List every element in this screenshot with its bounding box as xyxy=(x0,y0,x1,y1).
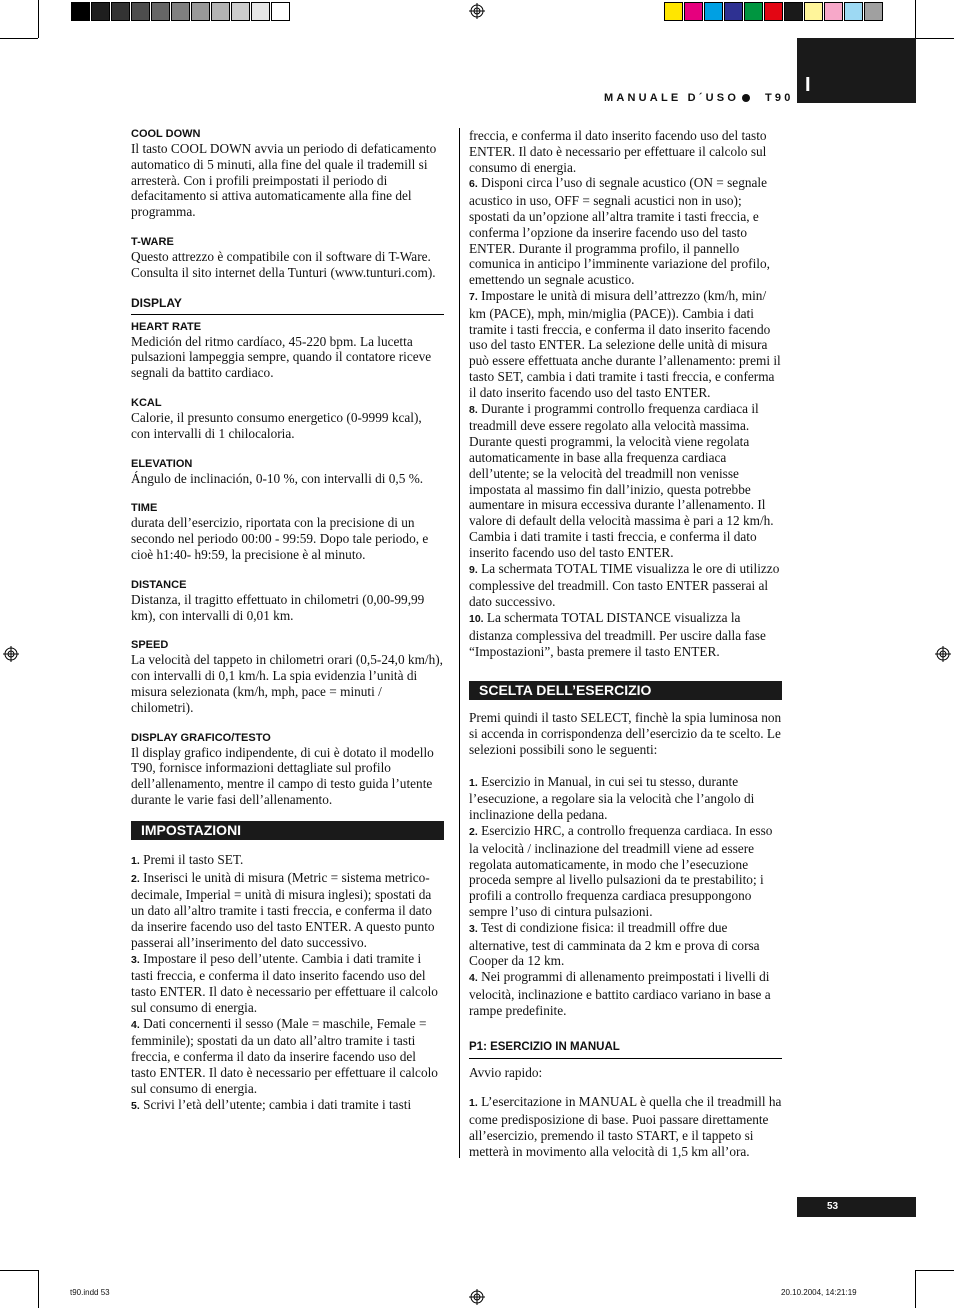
paragraph: Premi quindi il tasto SELECT, finchè la spia luminosa non si accenda in corrispondenza dell’esercizio da te scelto. Le selezioni possibili sono le seguenti: xyxy=(469,710,782,757)
paragraph: Il display grafico indipendente, di cui è dotato il modello T90, fornisce informazioni dettagliate sul profilo dell’allenamento, mentre il campo di testo guida l’utente durante le varie fasi dell’allenamento. xyxy=(131,744,434,807)
section-heading: T-WARE xyxy=(131,235,174,248)
item-text: Dati concernenti il sesso (Male = maschile, Female = femminile); spostati da un dato all’altro tramite i tasti freccia, e conferma il dato da inserire facendo uso del tasto ENTER. Il dato è necessario per effettuare il calcolo sul consumo di energia. xyxy=(131,1015,438,1096)
item-number: 8. xyxy=(469,403,478,416)
item-text: Inserisci le unità di misura (Metric = sistema metrico-decimale, Imperial = unità di misura inglesi); spostati da un dato all’altro tramite i tasti freccia, e conferma il dato da inserire facendo uso del tasto ENTER. A questo punto passerai all’inserimento del dato successivo. xyxy=(131,869,435,950)
page-number-box xyxy=(797,1197,916,1217)
color-swatch xyxy=(664,2,683,21)
section-bar-impostazioni: IMPOSTAZIONI xyxy=(131,821,444,840)
paragraph: Distanza, il tragitto effettuato in chilometri (0,00-99,99 km), con intervalli di 0,01 km. xyxy=(131,591,425,623)
chapter-letter: I xyxy=(805,74,811,96)
list-item xyxy=(469,561,782,610)
item-number: 2. xyxy=(131,872,140,885)
list-item xyxy=(469,288,782,401)
paragraph: freccia, e conferma il dato inserito facendo uso del tasto ENTER. Il dato è necessario per effettuare il calcolo sul consumo di energia. xyxy=(469,128,767,175)
gray-swatch xyxy=(211,2,230,21)
color-swatch xyxy=(724,2,743,21)
list-item xyxy=(131,852,444,870)
color-swatch xyxy=(764,2,783,21)
paragraph: Il tasto COOL DOWN avvia un periodo di defaticamento automatico di 5 minuti, alla fine del quale il trademill si arresterà. Con i profili preimpostati il periodo di defacitamento si attiva automaticamente alla fine del programma. xyxy=(131,141,437,220)
file-slug: t90.indd 53 xyxy=(70,1288,110,1297)
item-number: 1. xyxy=(469,776,478,789)
gray-swatch xyxy=(191,2,210,21)
item-text: Test di condizione fisica: il treadmill offre due alternative, test di camminata da 2 km e prova di corsa Cooper da 12 km. xyxy=(469,919,760,969)
crop-mark xyxy=(38,1270,39,1308)
item-number: 5. xyxy=(131,1099,140,1112)
item-text: Impostare le unità di misura dell’attrezzo (km/h, min/ km (PACE), mph, min/miglia (PACE)). Cambia i dati tramite i tasti freccia, e conferma il dato inserito facendo uso del tasto ENTER. La selezione delle unità di misura può essere effettuata anche durante l’allenamento: premi il tasto SET, cambia i dati tramite i tasti freccia, e conferma il dato inserito facendo uso del tasto ENTER. xyxy=(469,287,781,400)
color-swatch xyxy=(824,2,843,21)
gray-swatch xyxy=(231,2,250,21)
item-text: La schermata TOTAL DISTANCE visualizza la distanza complessiva del treadmill. Per uscire dalla fase “Impostazioni”, basta premere il tasto ENTER. xyxy=(469,609,766,659)
paragraph: durata dell’esercizio, riportata con la precisione di un secondo nel periodo 00:00 - 99:59. Dopo tale periodo, e cioè h1:40- h9:59, la precisione è al minuto. xyxy=(131,515,429,562)
crop-mark xyxy=(916,38,954,39)
gray-swatch xyxy=(111,2,130,21)
paragraph: Ángulo de inclinación, 0-10 %, con intervalli di 0,5 %. xyxy=(131,470,424,486)
section-heading: COOL DOWN xyxy=(131,128,201,140)
registration-mark-icon xyxy=(935,646,951,662)
chapter-tab xyxy=(797,38,916,103)
item-number: 6. xyxy=(469,178,478,191)
list-item xyxy=(469,401,782,561)
settings-list-continued xyxy=(469,175,782,659)
paragraph: Questo attrezzo è compatibile con il software di T-Ware. Consulta il sito internet della Tunturi (www.tunturi.com). xyxy=(131,248,436,280)
bullet-icon xyxy=(742,94,750,102)
crop-mark xyxy=(915,0,916,38)
model-label: T90 xyxy=(765,92,794,104)
gray-swatch xyxy=(171,2,190,21)
section-heading: KCAL xyxy=(131,396,162,409)
item-text: Esercizio in Manual, in cui sei tu stesso, durante l’esecuzione, a regolare sia la velocità che l’angolo di inclinazione della pedana. xyxy=(469,773,755,823)
running-header: MANUALE D´USO xyxy=(604,92,740,104)
gray-swatch xyxy=(251,2,270,21)
crop-mark xyxy=(38,0,39,38)
color-swatch xyxy=(864,2,883,21)
section-heading: TIME xyxy=(131,502,158,515)
item-text: Durante i programmi controllo frequenza cardiaca il treadmill deve essere regolato alla velocità massima. Durante questi programmi, la velocità viene regolata automaticamente in base alla frequenza cardiaca dell’utente; se la velocità del treadmill non venisse impostata al massimo fin dall’inizio, questa potrebbe aumentare in misura eccessiva durante l’allenamento. Il valore di default della velocità massima è pari a 12 km/h. Cambia i dati tramite i tasti freccia, e conferma il dato inserito facendo uso del tasto ENTER. xyxy=(469,400,774,560)
item-number: 2. xyxy=(469,826,478,839)
gray-swatch xyxy=(91,2,110,21)
crop-mark xyxy=(0,1270,38,1271)
gray-swatch xyxy=(271,2,290,21)
color-swatch xyxy=(704,2,723,21)
list-item xyxy=(469,823,782,920)
paragraph: La velocità del tappeto in chilometri orari (0,5-24,0 km/h), con intervalli di 0,1 km/h. La spia evidenzia l’unità di misura selezionata (km/h, mph, pace = minuti / chilometri). xyxy=(131,652,444,715)
paragraph: Medición del ritmo cardíaco, 45-220 bpm. La lucetta pulsazioni lampeggia sempre, quando il contatore riceve segnali da battito cardiaco. xyxy=(131,333,432,381)
registration-mark-icon xyxy=(469,3,485,19)
color-swatch xyxy=(844,2,863,21)
section-heading: DISTANCE xyxy=(131,578,187,591)
paragraph: Calorie, il presunto consumo energetico (0-9999 kcal), con intervalli di 1 chilocaloria. xyxy=(131,409,422,441)
registration-mark-icon xyxy=(469,1289,485,1305)
item-number: 3. xyxy=(131,953,140,966)
exercise-list xyxy=(469,774,782,1019)
left-column xyxy=(131,128,444,1114)
item-number: 1. xyxy=(131,854,140,867)
item-number: 7. xyxy=(469,290,478,303)
list-item xyxy=(469,610,782,659)
section-heading: P1: ESERCIZIO IN MANUAL xyxy=(469,1041,782,1059)
color-swatch xyxy=(784,2,803,21)
column-divider xyxy=(459,128,460,1158)
list-item xyxy=(131,870,444,951)
list-item xyxy=(469,920,782,969)
list-item xyxy=(469,1094,782,1159)
item-text: Impostare il peso dell’utente. Cambia i dati tramite i tasti freccia, e conferma il dato inserito facendo uso del tasto ENTER. Il dato è necessario per effettuare il calcolo sul consumo di energia. xyxy=(131,950,438,1015)
print-date: 20.10.2004, 14:21:19 xyxy=(781,1288,857,1297)
item-number: 9. xyxy=(469,563,478,576)
list-item xyxy=(131,1097,444,1115)
gray-swatch xyxy=(71,2,90,21)
gray-swatch xyxy=(151,2,170,21)
item-number: 10. xyxy=(469,612,484,625)
section-heading: ELEVATION xyxy=(131,457,193,470)
list-item xyxy=(469,774,782,823)
item-number: 3. xyxy=(469,922,478,935)
section-heading: SPEED xyxy=(131,639,169,652)
section-heading: DISPLAY xyxy=(131,297,444,315)
crop-mark xyxy=(915,1270,916,1308)
color-swatch xyxy=(804,2,823,21)
item-text: Premi il tasto SET. xyxy=(139,851,244,867)
right-column xyxy=(469,128,782,1160)
list-item xyxy=(131,951,444,1016)
color-swatch xyxy=(744,2,763,21)
paragraph: Avvio rapido: xyxy=(469,1064,543,1080)
manual-list xyxy=(469,1094,782,1159)
crop-mark xyxy=(0,38,38,39)
list-item xyxy=(469,175,782,288)
item-number: 4. xyxy=(469,972,478,985)
list-item xyxy=(469,969,782,1018)
item-text: L’esercitazione in MANUAL è quella che il treadmill ha come predisposizione di base. Puoi passare direttamente all’esercizio, premendo il tasto START, e il tappeto si metterà in movimento alla velocità di 1,5 km all’ora. xyxy=(469,1094,782,1159)
item-text: La schermata TOTAL TIME visualizza le ore di utilizzo complessive del treadmill. Con tasto ENTER passerai al dato successivo. xyxy=(469,560,780,610)
section-bar-scelta: SCELTA DELL’ESERCIZIO xyxy=(469,681,782,700)
page-number: 53 xyxy=(827,1201,839,1212)
item-text: Scrivi l’età dell’utente; cambia i dati tramite i tasti xyxy=(139,1096,412,1112)
item-text: Nei programmi di allenamento preimpostati i livelli di velocità, inclinazione e battito cardiaco variano in base a rampe predefinite. xyxy=(469,969,771,1018)
settings-list xyxy=(131,852,444,1115)
gray-swatch xyxy=(131,2,150,21)
item-number: 4. xyxy=(131,1018,140,1031)
item-text: Disponi circa l’uso di segnale acustico (ON = segnale acustico in uso, OFF = segnali acustici non in uso); spostati da un’opzione all’altra tramite i tasti freccia, e conferma l’opzione da inserire facendo uso del tasto ENTER. Durante il programma profilo, il pannello comunica in anticipo l’imminente variazione del profilo, emettendo un segnale acustico. xyxy=(469,175,770,288)
item-text: Esercizio HRC, a controllo frequenza cardiaca. In esso la velocità / inclinazione del treadmill viene ad essere regolata automaticamente, in modo che l’esecuzione proceda sempre al livello pulsazioni da te prestabilito; i profili a controllo frequenza cardiaca presuppongono sempre l’uso di cintura pulsazioni. xyxy=(469,823,773,920)
crop-mark xyxy=(916,1270,954,1271)
item-number: 1. xyxy=(469,1097,478,1110)
color-swatch xyxy=(684,2,703,21)
registration-mark-icon xyxy=(3,646,19,662)
list-item xyxy=(131,1016,444,1097)
section-heading: HEART RATE xyxy=(131,320,202,333)
section-heading: DISPLAY GRAFICO/TESTO xyxy=(131,731,271,744)
